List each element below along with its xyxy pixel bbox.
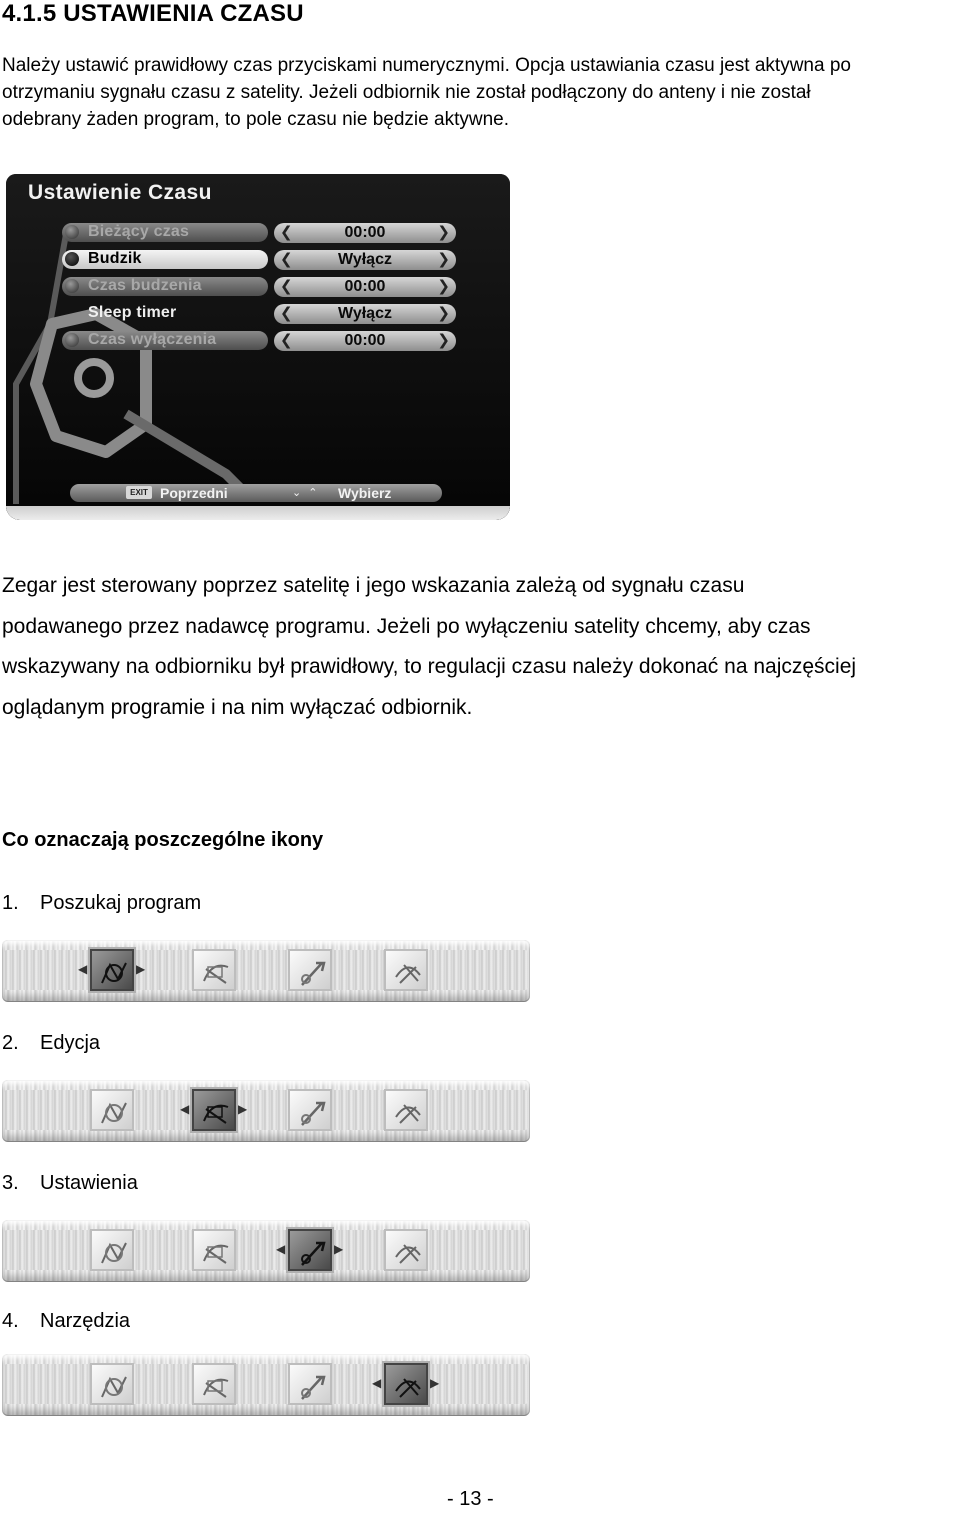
intro-line: Należy ustawić prawidłowy czas przyciskami numerycznymi. Opcja ustawiania czasu jest aktywna po [2, 55, 851, 76]
list-label: Ustawienia [40, 1172, 138, 1194]
active-left-arrow-icon: ◀ [276, 1242, 286, 1256]
section-heading: 4.1.5 USTAWIENIA CZASU [2, 0, 304, 27]
menu-row-wake-time[interactable] [62, 276, 456, 299]
row-value: 00:00 [344, 278, 386, 295]
settings-icon[interactable] [288, 949, 332, 991]
search-program-icon[interactable] [90, 1363, 134, 1405]
row-value: Wyłącz [338, 305, 392, 322]
row-bullet-icon [65, 333, 79, 347]
row-value-selector[interactable] [274, 223, 456, 243]
icons-heading: Co oznaczają poszczególne ikony [2, 829, 324, 851]
intro-line: odebrany żaden program, to pole czasu nie będzie aktywne. [2, 109, 509, 130]
chevron-right-icon[interactable]: ❯ [437, 305, 450, 322]
icon-list-item [2, 1032, 100, 1055]
chevron-right-icon[interactable]: ❯ [437, 251, 450, 268]
menu-row-current-time[interactable] [62, 222, 456, 245]
up-down-arrows-icon: ⌄ ⌃ [292, 487, 320, 499]
toolbar-strip-settings [2, 1220, 530, 1282]
list-number: 4. [2, 1310, 19, 1332]
active-right-arrow-icon: ▶ [334, 1242, 344, 1256]
intro-line: otrzymaniu sygnału czasu z satelity. Jeżeli odbiornik nie został podłączony do anteny i nie został [2, 82, 811, 103]
time-settings-screenshot [6, 174, 510, 520]
row-label: Czas budzenia [88, 277, 202, 294]
chevron-left-icon[interactable]: ❮ [280, 251, 293, 268]
active-left-arrow-icon: ◀ [78, 962, 88, 976]
menu-footer [70, 484, 442, 502]
toolbar-track [4, 1364, 528, 1404]
exit-key-badge[interactable]: EXIT [126, 486, 152, 499]
paragraph-line: Zegar jest sterowany poprzez satelitę i jego wskazania zależą od sygnału czasu [2, 574, 745, 597]
back-label: Poprzedni [160, 485, 228, 501]
list-label: Poszukaj program [40, 892, 202, 914]
paragraph-line: podawanego przez nadawcę programu. Jeżeli po wyłączeniu satelity chcemy, aby czas [2, 614, 811, 638]
toolbar-strip-search [2, 940, 530, 1002]
row-value: Wyłącz [338, 251, 392, 268]
active-left-arrow-icon: ◀ [180, 1102, 190, 1116]
edit-icon[interactable] [192, 1089, 236, 1131]
icon-list-item [2, 1310, 130, 1333]
list-number: 3. [2, 1172, 19, 1194]
search-program-icon[interactable] [90, 1229, 134, 1271]
row-label: Sleep timer [88, 304, 177, 321]
search-program-icon[interactable] [90, 949, 134, 991]
toolbar-strip-edit [2, 1080, 530, 1142]
tools-icon[interactable] [384, 949, 428, 991]
intro-paragraph [2, 52, 960, 133]
tools-icon[interactable] [384, 1089, 428, 1131]
chevron-left-icon[interactable]: ❮ [280, 224, 293, 241]
menu-row-alarm[interactable] [62, 249, 456, 272]
edit-icon[interactable] [192, 1229, 236, 1271]
menu-title: Ustawienie Czasu [28, 181, 212, 204]
row-bullet-icon [65, 225, 79, 239]
row-value-selector[interactable] [274, 304, 456, 324]
chevron-left-icon[interactable]: ❮ [280, 332, 293, 349]
menu-row-off-time[interactable] [62, 330, 456, 353]
list-label: Edycja [40, 1032, 101, 1054]
toolbar-strip-tools [2, 1354, 530, 1416]
menu-bottom-bezel [6, 506, 510, 520]
search-program-icon[interactable] [90, 1089, 134, 1131]
row-bullet-icon [65, 252, 79, 266]
active-right-arrow-icon: ▶ [238, 1102, 248, 1116]
tools-icon[interactable] [384, 1229, 428, 1271]
toolbar-track [4, 1230, 528, 1270]
chevron-left-icon[interactable]: ❮ [280, 278, 293, 295]
icon-list-item [2, 1172, 138, 1195]
list-label: Narzędzia [40, 1310, 131, 1332]
edit-icon[interactable] [192, 949, 236, 991]
row-value: 00:00 [344, 332, 386, 349]
row-value-selector[interactable] [274, 331, 456, 351]
clock-paragraph [2, 566, 960, 728]
row-bullet-icon [65, 279, 79, 293]
row-label: Bieżący czas [88, 223, 190, 240]
chevron-right-icon[interactable]: ❯ [437, 224, 450, 241]
settings-icon[interactable] [288, 1089, 332, 1131]
row-label: Czas wyłączenia [88, 331, 217, 348]
chevron-left-icon[interactable]: ❮ [280, 305, 293, 322]
row-value-selector[interactable] [274, 250, 456, 270]
icon-list-item [2, 892, 201, 915]
paragraph-line: oglądanym programie i na nim wyłączać odbiornik. [2, 695, 473, 719]
settings-icon[interactable] [288, 1229, 332, 1271]
chevron-right-icon[interactable]: ❯ [437, 332, 450, 349]
page-number: - 13 - [447, 1488, 494, 1510]
row-label: Budzik [88, 250, 142, 267]
row-value: 00:00 [344, 224, 386, 241]
list-number: 2. [2, 1032, 19, 1054]
active-left-arrow-icon: ◀ [372, 1376, 382, 1390]
chevron-right-icon[interactable]: ❯ [437, 278, 450, 295]
toolbar-track [4, 1090, 528, 1130]
active-right-arrow-icon: ▶ [136, 962, 146, 976]
settings-icon[interactable] [288, 1363, 332, 1405]
tools-icon[interactable] [384, 1363, 428, 1405]
paragraph-line: wskazywany na odbiorniku był prawidłowy, to regulacji czasu należy dokonać na najczęściej [2, 655, 857, 678]
row-value-selector[interactable] [274, 277, 456, 297]
list-number: 1. [2, 892, 19, 914]
menu-row-sleep-timer[interactable] [62, 303, 456, 326]
active-right-arrow-icon: ▶ [430, 1376, 440, 1390]
select-label: Wybierz [338, 485, 392, 501]
edit-icon[interactable] [192, 1363, 236, 1405]
